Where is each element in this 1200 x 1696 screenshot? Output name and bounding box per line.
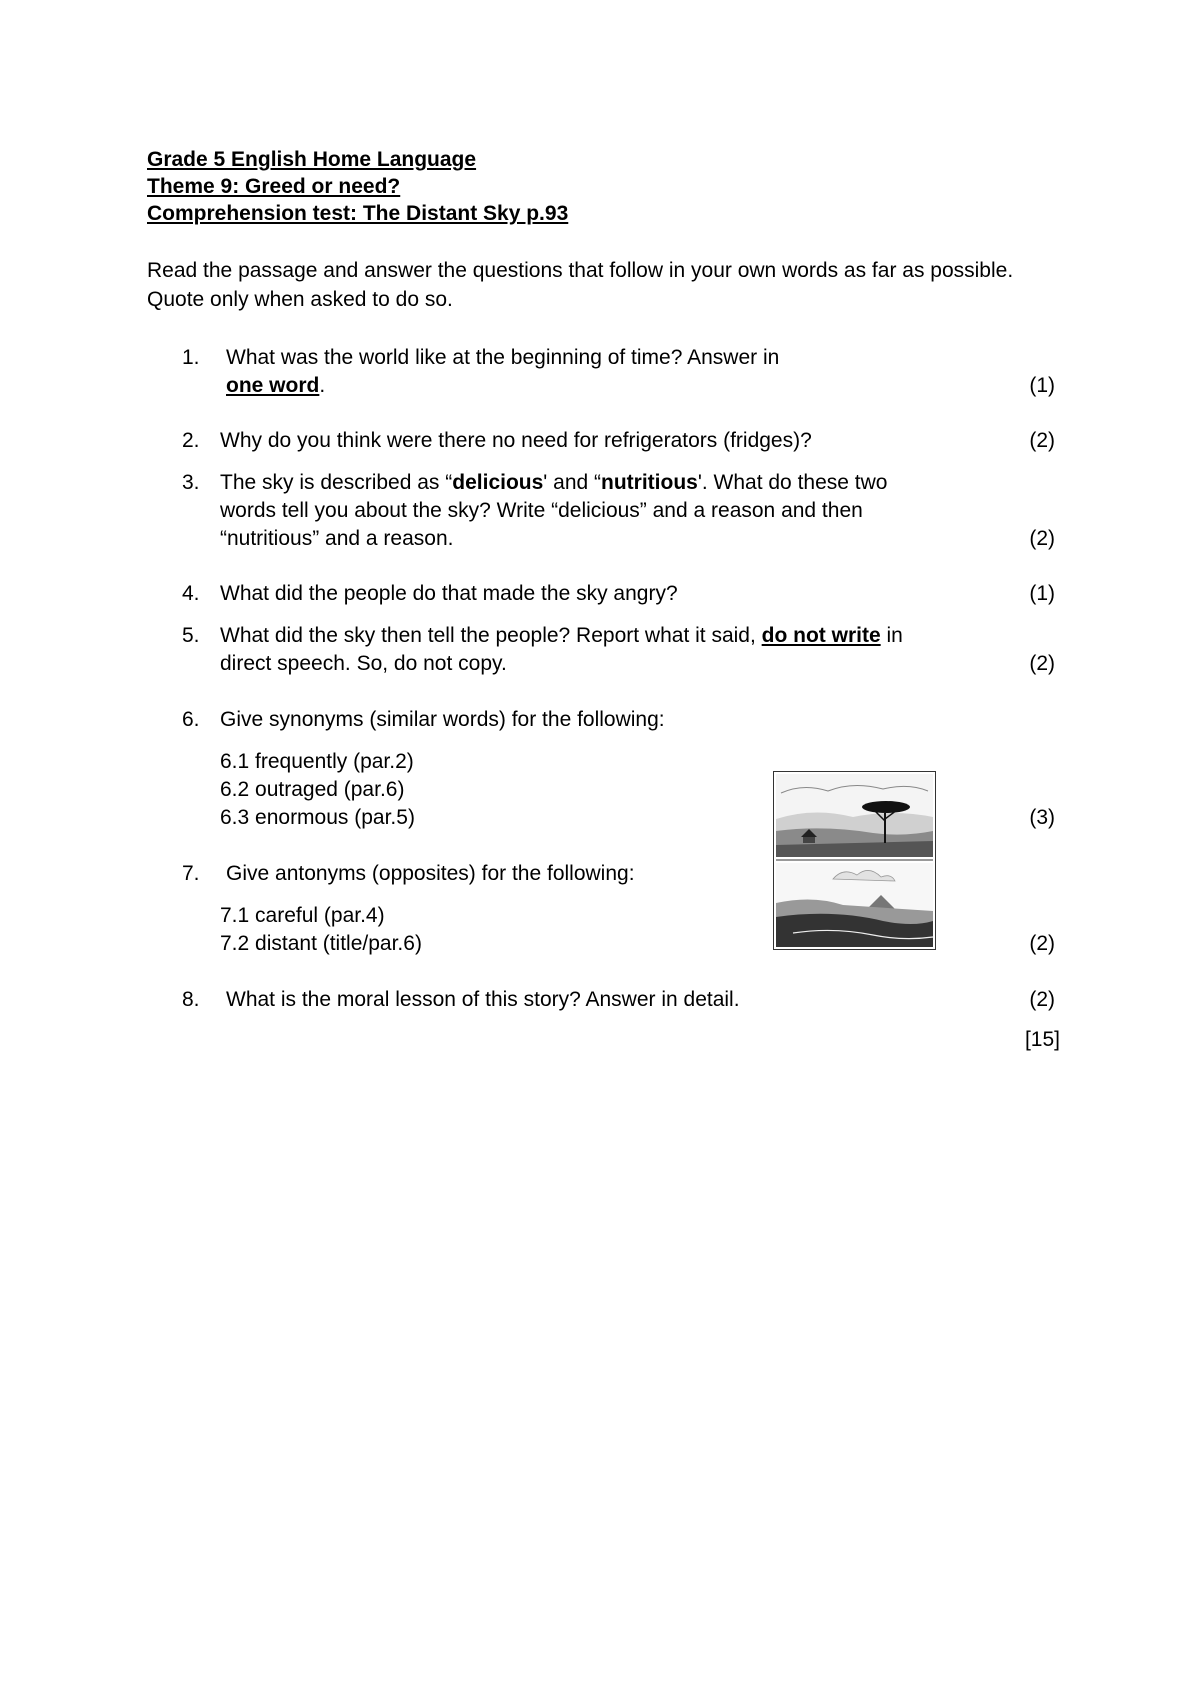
question-1-text: What was the world like at the beginning of time? Answer in xyxy=(226,346,780,369)
question-5-mark: (2) xyxy=(1029,652,1055,675)
question-6-text: Give synonyms (similar words) for the following: xyxy=(220,708,665,731)
question-5-pre: What did the sky then tell the people? Report what it said, xyxy=(220,624,762,647)
question-2-number: 2. xyxy=(182,429,200,452)
question-3-number: 3. xyxy=(182,471,200,494)
question-2-text: Why do you think were there no need for refrigerators (fridges)? xyxy=(220,429,812,452)
question-5-emphasis: do not write xyxy=(761,624,881,647)
heading-test-title: Comprehension test: The Distant Sky p.93 xyxy=(147,202,569,225)
question-1-number: 1. xyxy=(182,346,200,369)
question-6-item: 6.1 frequently (par.2) xyxy=(220,750,414,773)
question-5-post: in xyxy=(880,624,903,647)
heading-theme: Theme 9: Greed or need? xyxy=(147,175,401,198)
question-1-tail: . xyxy=(319,374,326,397)
savanna-landscape-illustration xyxy=(773,771,936,950)
question-2-mark: (2) xyxy=(1029,429,1055,452)
question-3-post: '. What do these two xyxy=(697,471,888,494)
question-4-text: What did the people do that made the sky angry? xyxy=(220,582,678,605)
question-7-item: 7.2 distant (title/par.6) xyxy=(220,932,422,955)
question-4-mark: (1) xyxy=(1029,582,1055,605)
question-6-mark: (3) xyxy=(1029,806,1055,829)
question-6-item: 6.2 outraged (par.6) xyxy=(220,778,405,801)
question-4-number: 4. xyxy=(182,582,200,605)
question-6-item: 6.3 enormous (par.5) xyxy=(220,806,415,829)
question-3-line3: “nutritious” and a reason. xyxy=(220,527,454,550)
question-3-word-nutritious: nutritious xyxy=(601,471,698,494)
question-3-mid: ' and “ xyxy=(543,471,602,494)
question-3-word-delicious: delicious xyxy=(452,471,544,494)
instructions: Read the passage and answer the questions that follow in your own words as far as possible. Quote only when asked to do so. xyxy=(147,259,1014,311)
question-8-text: What is the moral lesson of this story? Answer in detail. xyxy=(226,988,740,1011)
question-1-emphasis: one word xyxy=(226,374,320,397)
question-7-text: Give antonyms (opposites) for the following: xyxy=(226,862,635,885)
question-5-line1 xyxy=(220,622,903,650)
question-3-line2: words tell you about the sky? Write “delicious” and a reason and then xyxy=(220,499,863,522)
question-5-number: 5. xyxy=(182,624,200,647)
question-6-number: 6. xyxy=(182,708,200,731)
question-3-pre: The sky is described as “ xyxy=(220,471,453,494)
question-8-mark: (2) xyxy=(1029,988,1055,1011)
question-7-item: 7.1 careful (par.4) xyxy=(220,904,385,927)
question-3-line1 xyxy=(220,469,887,497)
heading-grade: Grade 5 English Home Language xyxy=(147,148,477,171)
question-7-number: 7. xyxy=(182,862,200,885)
question-8-number: 8. xyxy=(182,988,200,1011)
question-1-emphasis-line xyxy=(226,372,325,400)
question-5-line2: direct speech. So, do not copy. xyxy=(220,652,507,675)
question-7-mark: (2) xyxy=(1029,932,1055,955)
question-3-mark: (2) xyxy=(1029,527,1055,550)
total-marks: [15] xyxy=(1024,1028,1060,1051)
question-1-mark: (1) xyxy=(1029,374,1055,397)
